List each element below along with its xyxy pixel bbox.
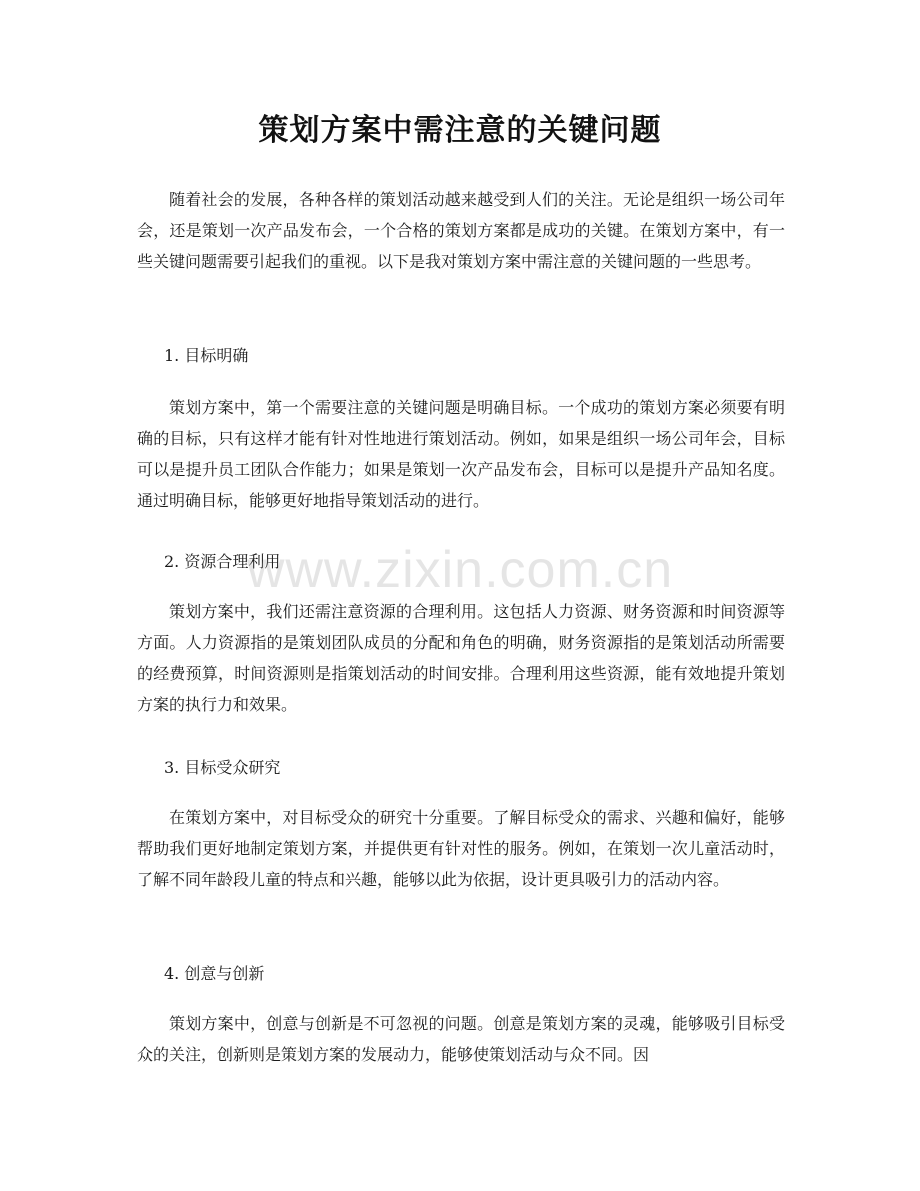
section-body-4: 策划方案中，创意与创新是不可忽视的问题。创意是策划方案的灵魂，能够吸引目标受众的关注，创新则是策划方案的发展动力，能够使策划活动与众不同。因 [137,1014,785,1064]
section-body-1: 策划方案中，第一个需要注意的关键问题是明确目标。一个成功的策划方案必须要有明确的目标，只有这样才能有针对性地进行策划活动。例如，如果是组织一场公司年会，目标可以是提升员工团队合作能力；如果是策划一次产品发布会，目标可以是提升产品知名度。通过明确目标，能够更好地指导策划活动的进行。 [137,398,785,510]
section-body-3: 在策划方案中，对目标受众的研究十分重要。了解目标受众的需求、兴趣和偏好，能够帮助我们更好地制定策划方案，并提供更有针对性的服务。例如，在策划一次儿童活动时，了解不同年龄段儿童的特点和兴趣，能够以此为依据，设计更具吸引力的活动内容。 [137,808,785,889]
section-heading-1: 1. 目标明确 [164,346,249,365]
section-heading-4: 4. 创意与创新 [164,964,265,983]
section-heading-2: 2. 资源合理利用 [164,552,281,571]
section-body-2: 策划方案中，我们还需注意资源的合理利用。这包括人力资源、财务资源和时间资源等方面。人力资源指的是策划团队成员的分配和角色的明确，财务资源指的是策划活动所需要的经费预算，时间资源则是指策划活动的时间安排。合理利用这些资源，能有效地提升策划方案的执行力和效果。 [137,602,785,714]
intro-paragraph: 随着社会的发展，各种各样的策划活动越来越受到人们的关注。无论是组织一场公司年会，还是策划一次产品发布会，一个合格的策划方案都是成功的关键。在策划方案中，有一些关键问题需要引起我们的重视。以下是我对策划方案中需注意的关键问题的一些思考。 [137,190,785,271]
watermark: www.zixin.com.cn [246,541,674,599]
section-heading-3: 3. 目标受众研究 [164,758,281,777]
document-title: 策划方案中需注意的关键问题 [258,113,662,148]
